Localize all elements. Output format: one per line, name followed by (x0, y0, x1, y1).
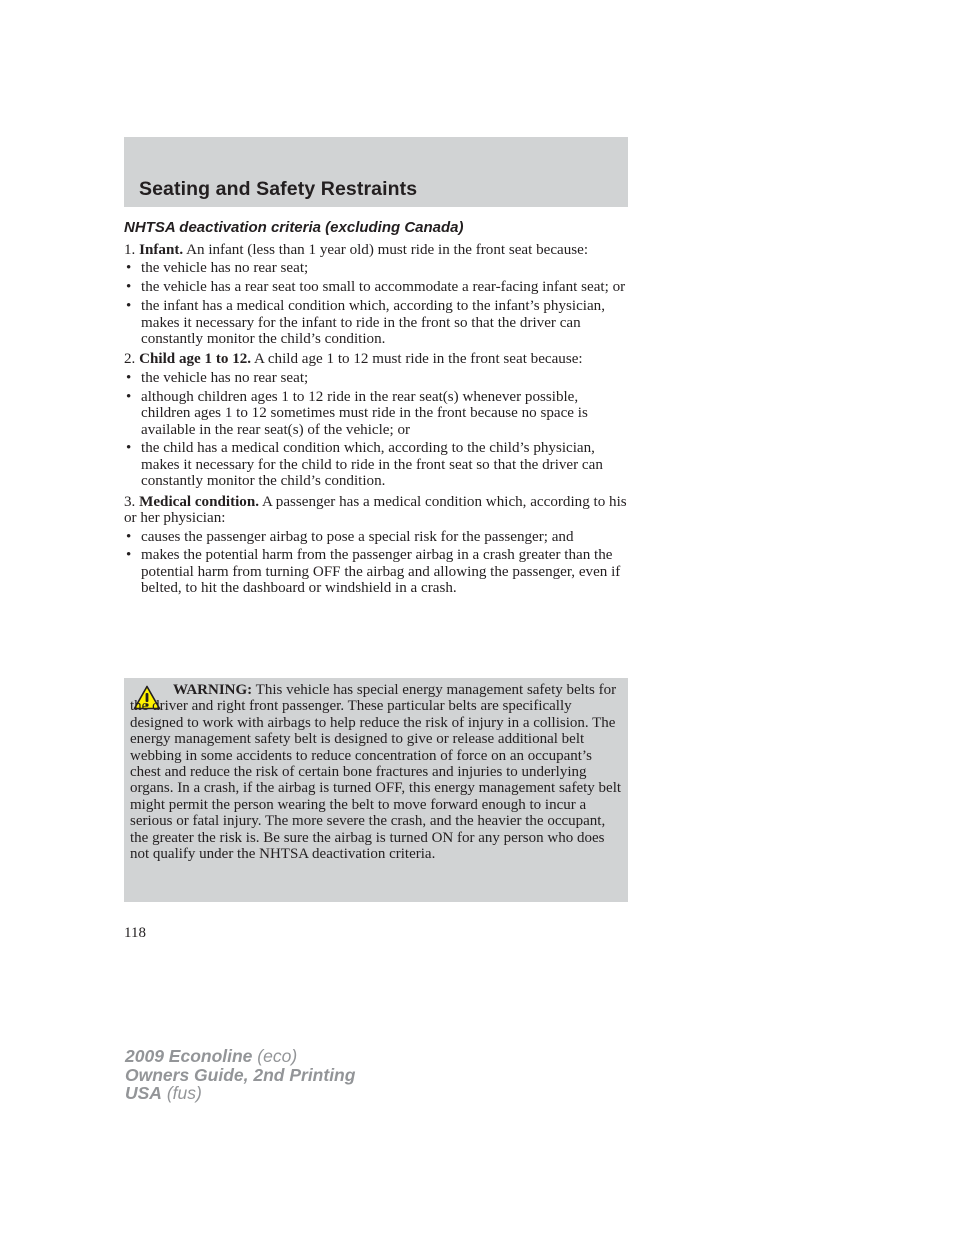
list-item: • the infant has a medical condition which, according to the infant’s physician, makes it necessary for the infant to ride in the front so that the driver can constantly monitor the child’s condition. (126, 298, 605, 348)
bullet-icon: • (126, 260, 132, 277)
bullet-list-infant (124, 260, 628, 347)
list-item: • causes the passenger airbag to pose a special risk for the passenger; and (126, 528, 574, 545)
bullet-icon: • (126, 440, 132, 457)
bullet-list-medical (124, 529, 628, 597)
bullet-icon: • (126, 279, 132, 296)
item-title: Medical condition. (139, 493, 260, 510)
list-item: • the child has a medical condition which, according to the child’s physician, makes it necessary for the child to ride in the front seat so that the driver can constantly monitor the child’s condition. (126, 440, 603, 490)
bullet-icon: • (126, 298, 132, 315)
footer-line-model: 2009 Econoline (eco) (125, 1046, 298, 1066)
bullet-icon: • (126, 388, 132, 405)
list-item: • although children ages 1 to 12 ride in the rear seat(s) whenever possible, children ages 1 to 12 sometimes must ride in the front because no space is available in the rear seat(s) of the vehicle; or (126, 388, 588, 438)
criteria-item-medical (124, 494, 628, 527)
page-number: 118 (124, 925, 146, 941)
item-text: An infant (less than 1 year old) must ride in the front seat because: (183, 242, 589, 258)
list-item: • the vehicle has no rear seat; (126, 260, 309, 277)
warning-box (124, 678, 628, 902)
warning-body: This vehicle has special energy management safety belts for the driver and right front passenger. These particular belts are specifically designed to work with airbags to help reduce the risk of injury in a collision. The energy management safety belt is designed to give or release additional belt webbing in some accidents to reduce concentration of force on an occupant’s chest and reduce the risk of certain bone fractures and injuries to underlying organs. In a crash, if the airbag is turned OFF, this energy management safety belt might permit the person wearing the belt to move forward enough to incur a serious or fatal injury. The more severe the crash, and the heavier the occupant, the greater the risk is. Be sure the airbag is turned ON for any person who does not qualify under the NHTSA deactivation criteria. (130, 682, 622, 863)
section-header-band (124, 137, 628, 207)
item-text: A passenger has a medical condition which, according to his or her physician: (124, 493, 627, 527)
section-title: Seating and Safety Restraints (139, 178, 418, 200)
subheading: NHTSA deactivation criteria (excluding Canada) (124, 219, 464, 236)
footer-line-region: USA (fus) (125, 1083, 202, 1104)
list-item: • the vehicle has a rear seat too small to accommodate a rear-facing infant seat; or (126, 279, 626, 296)
list-item: • the vehicle has no rear seat; (126, 369, 309, 386)
item-text: A child age 1 to 12 must ride in the front seat because: (251, 351, 583, 368)
footer-line-guide: Owners Guide, 2nd Printing (125, 1064, 356, 1085)
list-item: • makes the potential harm from the passenger airbag in a crash greater than the potential harm from turning OFF the airbag and allowing the passenger, even if belted, to hit the dashboard or windshield in a crash. (126, 547, 621, 597)
criteria-item-infant (124, 242, 628, 258)
main-content (124, 219, 628, 601)
item-title: Infant. (139, 242, 184, 258)
warning-label: WARNING: (173, 682, 253, 698)
item-number: 1. (124, 242, 136, 258)
bullet-list-child (124, 370, 628, 490)
bullet-icon: • (126, 547, 132, 564)
item-number: 3. (124, 493, 136, 510)
bullet-icon: • (126, 369, 132, 386)
bullet-icon: • (126, 528, 132, 545)
criteria-item-child (124, 351, 628, 367)
document-footer (125, 1047, 355, 1103)
item-title: Child age 1 to 12. (139, 351, 252, 368)
item-number: 2. (124, 351, 136, 368)
warning-text (130, 682, 622, 862)
